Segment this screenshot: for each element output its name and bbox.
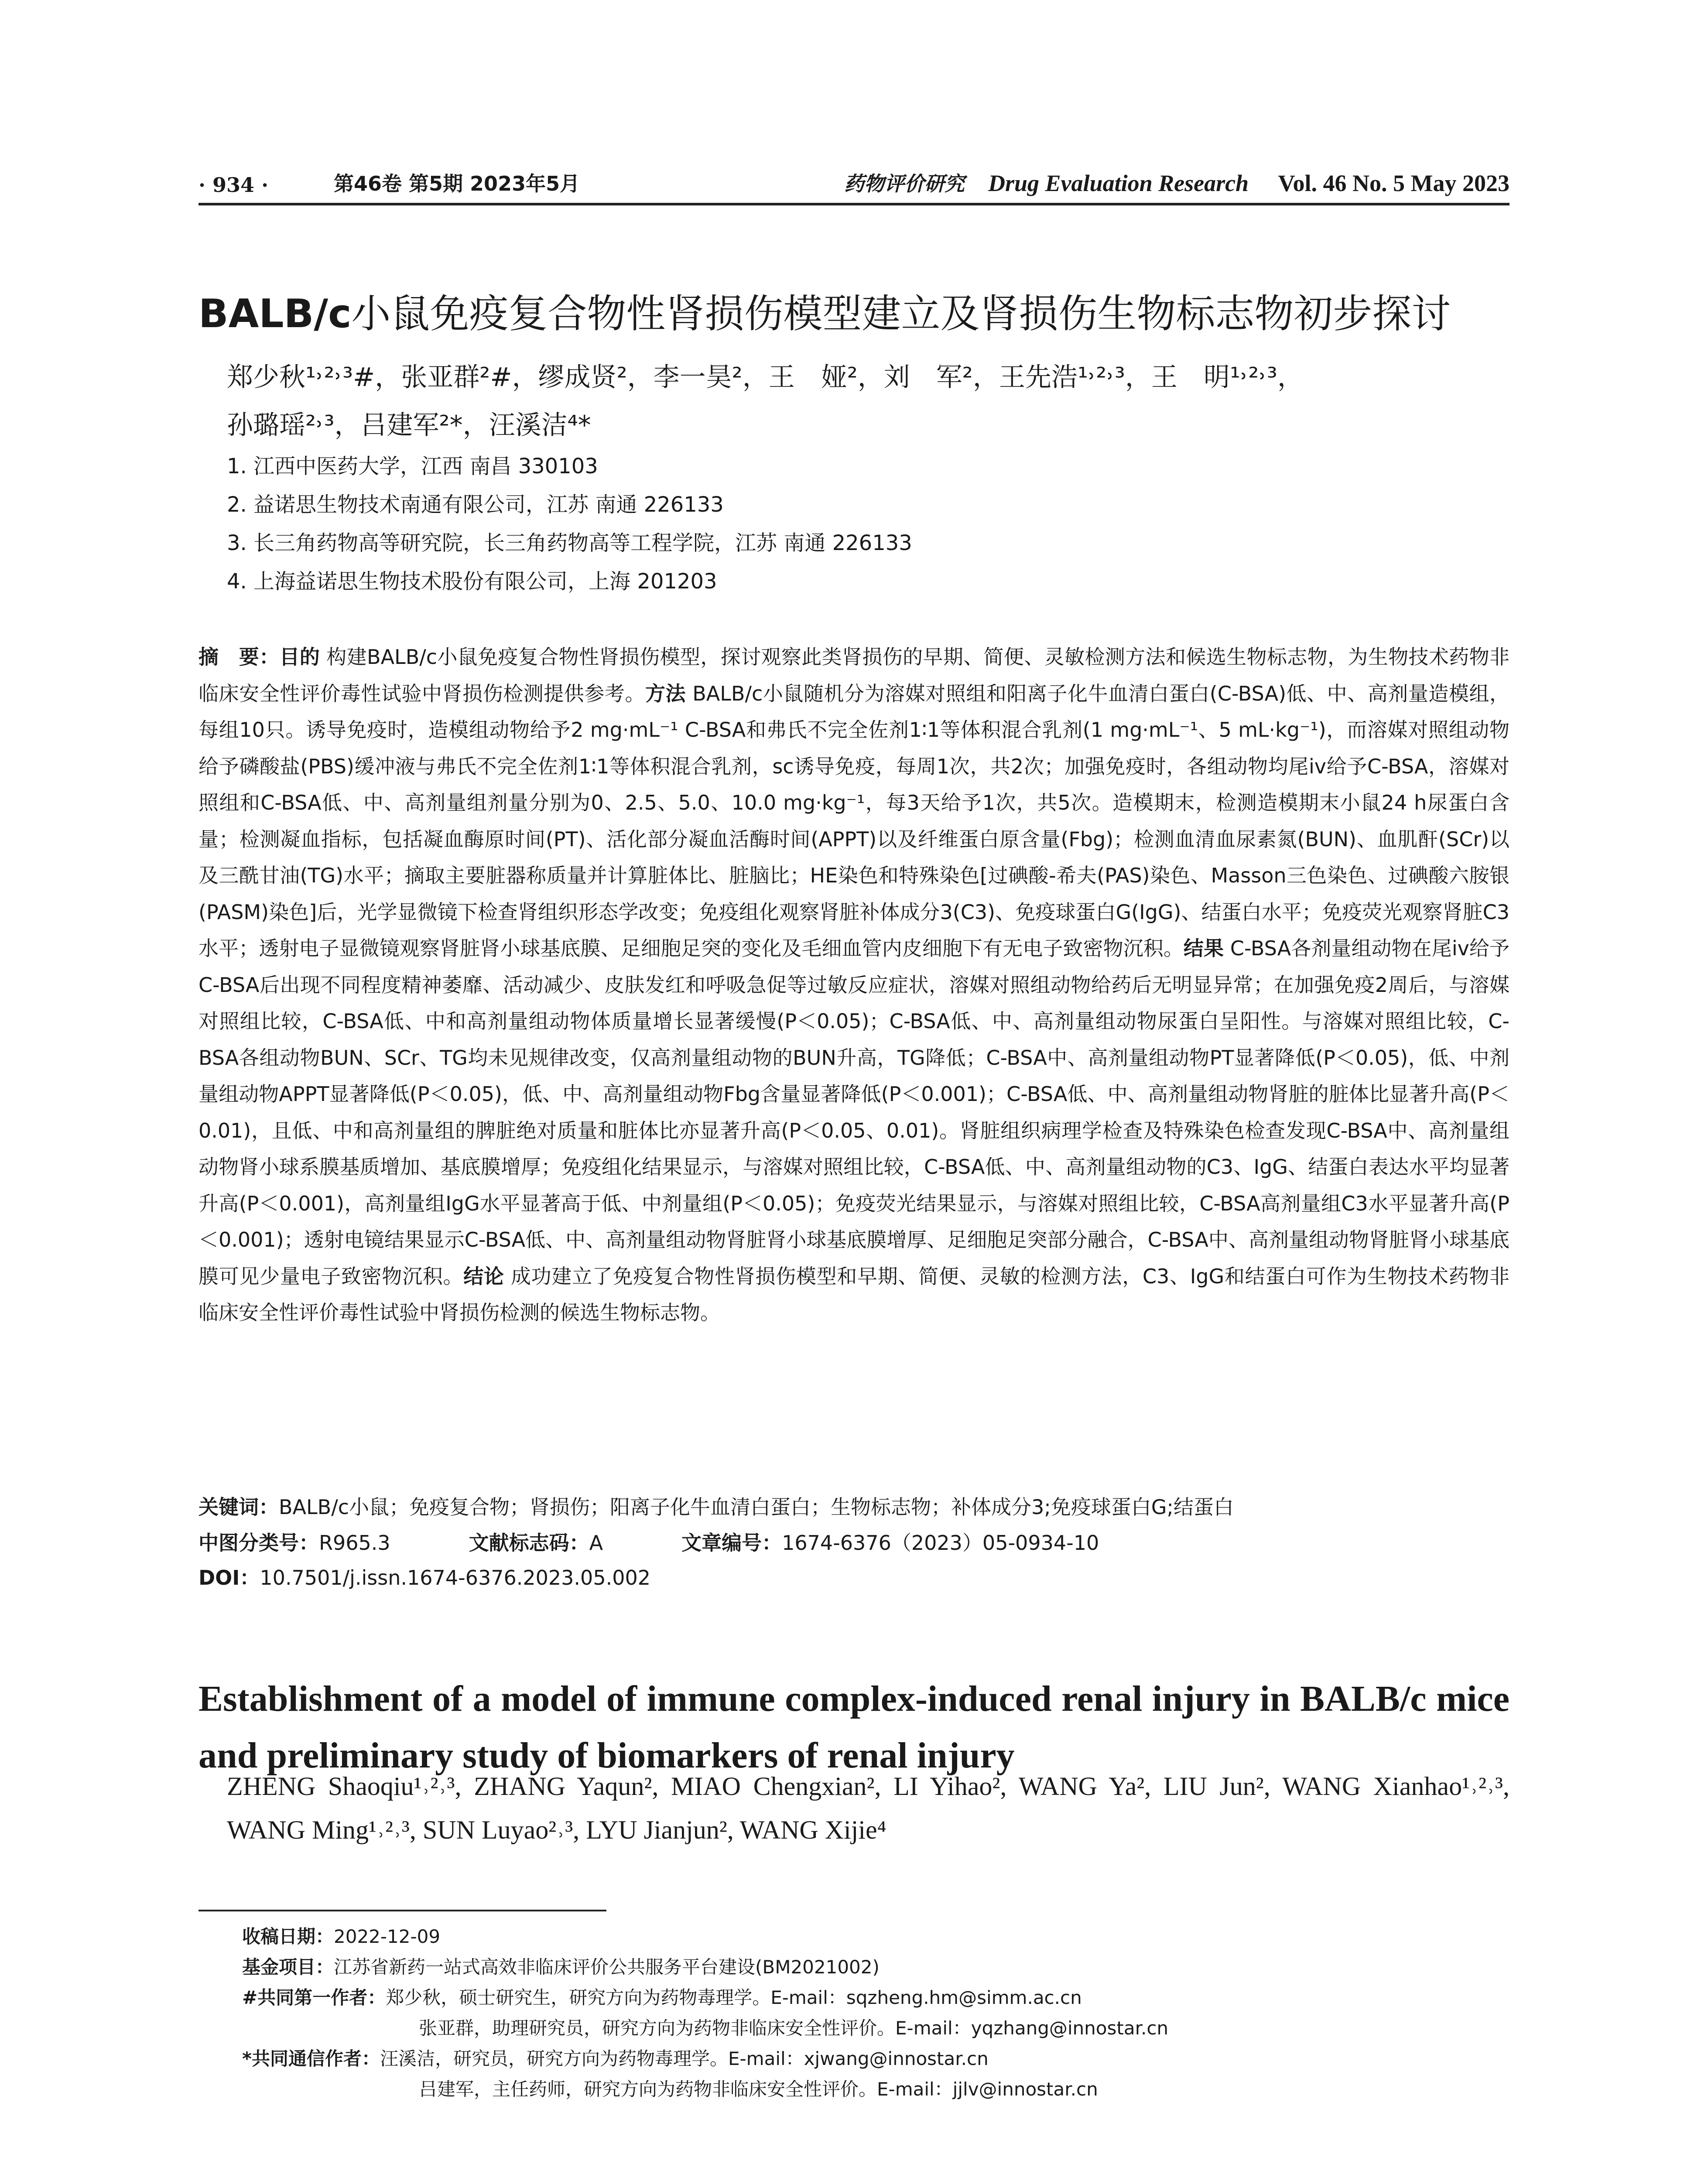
affiliation-1: 1. 江西中医药大学，江西 南昌 330103	[227, 454, 598, 479]
conclusion-label: 结论	[463, 1264, 504, 1288]
authors-en: ZHENG Shaoqiu¹˒²˒³, ZHANG Yaqun², MIAO Chengxian², LI Yihao², WANG Ya², LIU Jun², WANG Xianhao¹˒²˒³, WANG Ming¹˒²˒³, SUN Luyao²˒³, LYU Jianjun², WANG Xijie⁴	[227, 1772, 1509, 1844]
keywords-text: BALB/c小鼠；免疫复合物；肾损伤；阳离子化牛血清白蛋白；生物标志物；补体成分3;免疫球蛋白G;结蛋白	[279, 1495, 1234, 1519]
corresponding-author	[242, 2044, 1507, 2074]
affiliation-4: 4. 上海益诺思生物技术股份有限公司，上海 201203	[227, 569, 717, 594]
first-author	[242, 1983, 1507, 2013]
first-author-2: 张亚群，助理研究员，研究方向为药物非临床安全性评价。E-mail：yqzhang@innostar.cn	[419, 2017, 1169, 2039]
doi-label: DOI：	[199, 1566, 260, 1590]
article-no-label: 文章编号：	[681, 1531, 782, 1555]
classification	[199, 1525, 1509, 1560]
authors-cn-line2: 孙璐瑶²˒³，吕建军²*，汪溪洁⁴*	[227, 410, 591, 441]
clc-label: 中图分类号：	[199, 1531, 319, 1555]
fund-value: 江苏省新药一站式高效非临床评价公共服务平台建设(BM2021002)	[334, 1956, 880, 1978]
results-text: C-BSA各剂量组动物在尾iv给予C-BSA后出现不同程度精神萎靡、活动减少、皮肤发红和呼吸急促等过敏反应症状，溶媒对照组动物给药后无明显异常；在加强免疫2周后，与溶媒对照组比较，C-BSA低、中和高剂量组动物体质量增长显著缓慢(P＜0.05)；C-BSA低、中、高剂量组动物尿蛋白呈阳性。与溶媒对照组比较，C-BSA各组动物BUN、SCr、TG均未见规律改变，仅高剂量组动物的BUN升高，TG降低；C-BSA中、高剂量组动物PT显著降低(P＜0.05)，低、中剂量组动物APPT显著降低(P＜0.05)，低、中、高剂量组动物Fbg含量显著降低(P＜0.001)；C-BSA低、中、高剂量组动物肾脏的脏体比显著升高(P＜0.01)，且低、中和高剂量组的脾脏绝对质量和脏体比亦显著升高(P＜0.05、0.01)。肾脏组织病理学检查及特殊染色检查发现C-BSA中、高剂量组动物肾小球系膜基质增加、基底膜增厚；免疫组化结果显示，与溶媒对照组比较，C-BSA低、中、高剂量组动物的C3、IgG、结蛋白表达水平均显著升高(P＜0.001)，高剂量组IgG水平显著高于低、中剂量组(P＜0.05)；免疫荧光结果显示，与溶媒对照组比较，C-BSA高剂量组C3水平显著升高(P＜0.001)；透射电镜结果显示C-BSA低、中、高剂量组动物肾脏肾小球基底膜增厚、足细胞足突部分融合，C-BSA中、高剂量组动物肾脏肾小球基底膜可见少量电子致密物沉积。	[199, 937, 1510, 1288]
affiliations	[227, 447, 1492, 601]
title-cn-rest: 小鼠免疫复合物性肾损伤模型建立及肾损伤生物标志物初步探讨	[351, 291, 1451, 337]
authors-cn-line1: 郑少秋¹˒²˒³#，张亚群²#，缪成贤²，李一昊²，王 娅²，刘 军²，王先浩¹˒²˒³，王 明¹˒²˒³，	[227, 362, 1304, 393]
keywords	[199, 1490, 1509, 1525]
fund	[242, 1952, 1507, 1983]
doi-value[interactable]: 10.7501/j.issn.1674-6376.2023.05.002	[260, 1566, 651, 1590]
title-en: Establishment of a model of immune complex-induced renal injury in BALB/c mice and preliminary study of biomarkers of renal injury	[199, 1678, 1509, 1776]
corresponding-1: 汪溪洁，研究员，研究方向为药物毒理学。E-mail：xjwang@innostar.cn	[380, 2048, 989, 2069]
methods-text: BALB/c小鼠随机分为溶媒对照组和阳离子化牛血清白蛋白(C-BSA)低、中、高剂量造模组，每组10只。诱导免疫时，造模组动物给予2 mg·mL⁻¹ C-BSA和弗氏不完全佐剂1∶1等体积混合乳剂(1 mg·mL⁻¹、5 mL·kg⁻¹)，而溶媒对照组动物给予磷酸盐(PBS)缓冲液与弗氏不完全佐剂1∶1等体积混合乳剂，sc诱导免疫，每周1次，共2次；加强免疫时，各组动物均尾iv给予C-BSA，溶媒对照组和C-BSA低、中、高剂量组剂量分别为0、2.5、5.0、10.0 mg·kg⁻¹，每3天给予1次，共5次。造模期末，检测造模期末小鼠24 h尿蛋白含量；检测凝血指标，包括凝血酶原时间(PT)、活化部分凝血活酶时间(APPT)以及纤维蛋白原含量(Fbg)；检测血清血尿素氮(BUN)、血肌酐(SCr)以及三酰甘油(TG)水平；摘取主要脏器称质量并计算脏体比、脏脑比；HE染色和特殊染色[过碘酸-希夫(PAS)染色、Masson三色染色、过碘酸六胺银(PASM)染色]后，光学显微镜下检查肾组织形态学改变；免疫组化观察肾脏补体成分3(C3)、免疫球蛋白G(IgG)、结蛋白水平；免疫荧光观察肾脏C3水平；透射电子显微镜观察肾脏肾小球基底膜、足细胞足突的变化及毛细血管内皮细胞下有无电子致密物沉积。	[199, 681, 1510, 960]
abstract-label: 摘 要：	[199, 645, 280, 669]
results-label: 结果	[1183, 937, 1224, 960]
clc-value: R965.3	[319, 1531, 390, 1555]
objective-text: 构建BALB/c小鼠免疫复合物性肾损伤模型，探讨观察此类肾损伤的早期、简便、灵敏检测方法和候选生物标志物，为生物技术药物非临床安全性评价毒性试验中肾损伤检测提供参考。	[199, 645, 1510, 705]
keywords-label: 关键词：	[199, 1495, 279, 1519]
article-no-value: 1674-6376（2023）05-0934-10	[782, 1531, 1099, 1555]
doc-code-value: A	[589, 1531, 603, 1555]
affiliation-3: 3. 长三角药物高等研究院，长三角药物高等工程学院，江苏 南通 226133	[227, 531, 912, 555]
first-author-1: 郑少秋，硕士研究生，研究方向为药物毒理学。E-mail：sqzheng.hm@simm.ac.cn	[386, 1987, 1082, 2008]
received-value: 2022-12-09	[334, 1926, 441, 1947]
footnote-divider	[199, 1910, 606, 1911]
corresponding-label: *共同通信作者：	[242, 2048, 380, 2069]
footnotes	[242, 1921, 1507, 2105]
issue-cn: 第46卷 第5期 2023年5月	[334, 172, 580, 195]
doc-code-label: 文献标志码：	[469, 1531, 589, 1555]
title-cn-latin: BALB/c	[199, 291, 352, 337]
page-number: · 934 ·	[199, 173, 269, 197]
issue-en: Vol. 46 No. 5 May 2023	[1278, 170, 1509, 196]
fund-label: 基金项目：	[242, 1956, 334, 1978]
methods-label: 方法	[645, 681, 686, 705]
journal-name-cn: 药物评价研究	[844, 172, 965, 195]
authors-cn	[227, 353, 1509, 449]
received-date	[242, 1921, 1507, 1952]
objective-label: 目的	[279, 645, 320, 669]
doi	[199, 1560, 1509, 1595]
running-header	[199, 168, 1509, 205]
affiliation-2: 2. 益诺思生物技术南通有限公司，江苏 南通 226133	[227, 492, 724, 517]
journal-name-en: Drug Evaluation Research	[988, 170, 1249, 196]
first-author-label: #共同第一作者：	[242, 1987, 386, 2008]
title-cn	[199, 288, 1509, 340]
conclusion-text: 成功建立了免疫复合物性肾损伤模型和早期、简便、灵敏的检测方法，C3、IgG和结蛋白可作为生物技术药物非临床安全性评价毒性试验中肾损伤检测的候选生物标志物。	[199, 1264, 1510, 1324]
abstract-cn	[199, 639, 1509, 1331]
received-label: 收稿日期：	[242, 1926, 334, 1947]
corresponding-2: 吕建军，主任药师，研究方向为药物非临床安全性评价。E-mail：jjlv@innostar.cn	[419, 2078, 1098, 2100]
